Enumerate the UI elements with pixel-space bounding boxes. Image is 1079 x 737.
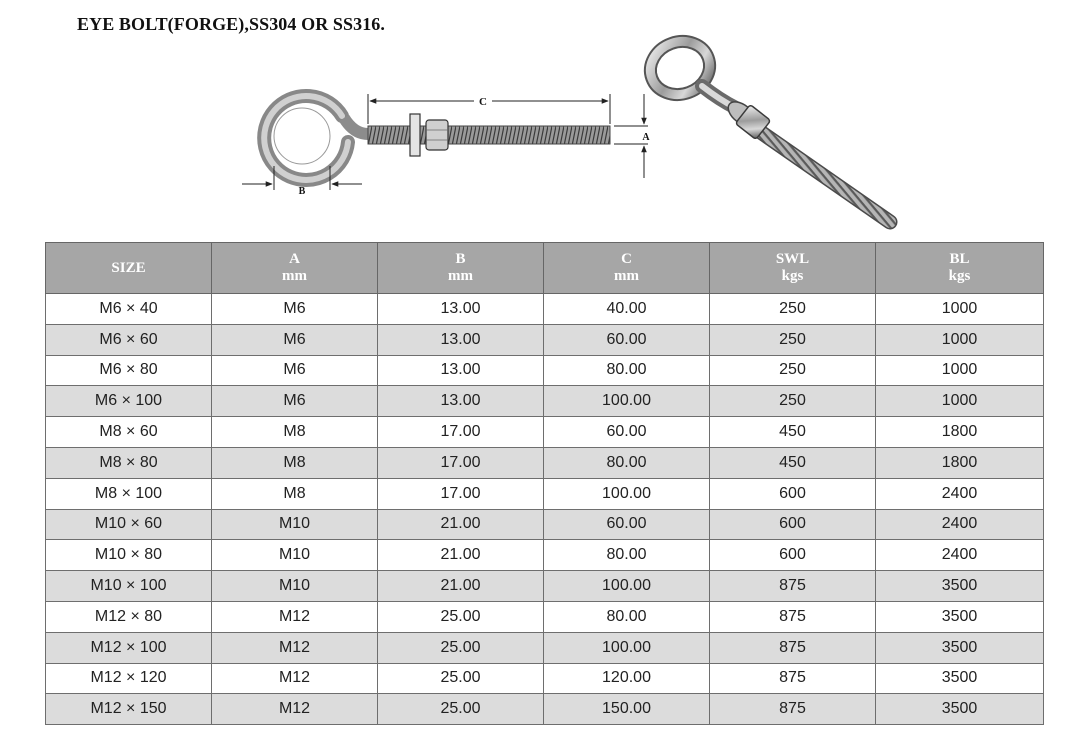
dimension-c-label: C xyxy=(479,96,487,108)
cell-size: M8 × 60 xyxy=(46,417,212,448)
cell-swl: 875 xyxy=(710,694,876,725)
cell-size: M12 × 100 xyxy=(46,632,212,663)
cell-b: 13.00 xyxy=(378,294,544,325)
column-header-swl xyxy=(710,243,876,294)
cell-b: 17.00 xyxy=(378,478,544,509)
column-header-unit: mm xyxy=(614,268,639,284)
cell-swl: 250 xyxy=(710,355,876,386)
column-header-a xyxy=(212,243,378,294)
cell-bl: 1000 xyxy=(876,324,1044,355)
cell-a: M8 xyxy=(212,417,378,448)
table-row xyxy=(46,663,1044,694)
cell-size: M6 × 100 xyxy=(46,386,212,417)
cell-swl: 875 xyxy=(710,571,876,602)
cell-size: M6 × 40 xyxy=(46,294,212,325)
cell-c: 60.00 xyxy=(544,509,710,540)
cell-bl: 2400 xyxy=(876,540,1044,571)
cell-swl: 600 xyxy=(710,509,876,540)
cell-size: M10 × 80 xyxy=(46,540,212,571)
column-header-unit: mm xyxy=(282,268,307,284)
cell-size: M10 × 100 xyxy=(46,571,212,602)
cell-c: 100.00 xyxy=(544,571,710,602)
cell-swl: 250 xyxy=(710,294,876,325)
cell-bl: 3500 xyxy=(876,663,1044,694)
cell-a: M6 xyxy=(212,355,378,386)
column-header-b xyxy=(378,243,544,294)
cell-bl: 2400 xyxy=(876,509,1044,540)
page-title: EYE BOLT(FORGE),SS304 OR SS316. xyxy=(77,14,386,34)
cell-size: M10 × 60 xyxy=(46,509,212,540)
column-header-label: SIZE xyxy=(111,259,146,276)
cell-c: 100.00 xyxy=(544,632,710,663)
cell-a: M10 xyxy=(212,509,378,540)
table-row xyxy=(46,632,1044,663)
cell-a: M12 xyxy=(212,694,378,725)
cell-c: 80.00 xyxy=(544,447,710,478)
table-row xyxy=(46,540,1044,571)
cell-swl: 600 xyxy=(710,540,876,571)
cell-size: M12 × 150 xyxy=(46,694,212,725)
cell-b: 21.00 xyxy=(378,571,544,602)
table-row xyxy=(46,571,1044,602)
cell-b: 13.00 xyxy=(378,386,544,417)
cell-a: M10 xyxy=(212,540,378,571)
cell-bl: 3500 xyxy=(876,694,1044,725)
cell-a: M10 xyxy=(212,571,378,602)
table-row xyxy=(46,386,1044,417)
cell-swl: 250 xyxy=(710,324,876,355)
cell-a: M8 xyxy=(212,447,378,478)
cell-c: 150.00 xyxy=(544,694,710,725)
column-header-unit: kgs xyxy=(948,268,971,284)
dimension-b-label: B xyxy=(298,186,306,197)
cell-bl: 3500 xyxy=(876,601,1044,632)
cell-b: 13.00 xyxy=(378,355,544,386)
cell-bl: 1000 xyxy=(876,386,1044,417)
cell-size: M6 × 60 xyxy=(46,324,212,355)
cell-a: M6 xyxy=(212,294,378,325)
cell-a: M12 xyxy=(212,632,378,663)
cell-c: 80.00 xyxy=(544,601,710,632)
column-header-label: SWL xyxy=(775,251,810,267)
cell-size: M8 × 80 xyxy=(46,447,212,478)
column-header-bl xyxy=(876,243,1044,294)
cell-bl: 1800 xyxy=(876,447,1044,478)
column-header-size xyxy=(46,243,212,294)
cell-bl: 1000 xyxy=(876,355,1044,386)
cell-b: 25.00 xyxy=(378,632,544,663)
cell-swl: 450 xyxy=(710,417,876,448)
column-header-unit: kgs xyxy=(781,268,804,284)
cell-c: 120.00 xyxy=(544,663,710,694)
cell-b: 21.00 xyxy=(378,509,544,540)
cell-c: 40.00 xyxy=(544,294,710,325)
table-header-row xyxy=(46,243,1044,294)
column-header-label: BL xyxy=(949,251,970,267)
table-body xyxy=(46,294,1044,725)
cell-bl: 3500 xyxy=(876,571,1044,602)
cell-size: M8 × 100 xyxy=(46,478,212,509)
eye-bolt-dimension-drawing xyxy=(236,86,656,201)
cell-b: 13.00 xyxy=(378,324,544,355)
table-row xyxy=(46,509,1044,540)
cell-b: 25.00 xyxy=(378,694,544,725)
cell-bl: 2400 xyxy=(876,478,1044,509)
table-row xyxy=(46,447,1044,478)
cell-swl: 875 xyxy=(710,663,876,694)
cell-a: M6 xyxy=(212,386,378,417)
cell-bl: 1000 xyxy=(876,294,1044,325)
dimension-a-label: A xyxy=(642,132,650,143)
column-header-unit: mm xyxy=(448,268,473,284)
cell-b: 25.00 xyxy=(378,601,544,632)
cell-c: 80.00 xyxy=(544,355,710,386)
cell-swl: 600 xyxy=(710,478,876,509)
cell-a: M12 xyxy=(212,663,378,694)
table-row xyxy=(46,478,1044,509)
table-row xyxy=(46,324,1044,355)
cell-bl: 3500 xyxy=(876,632,1044,663)
cell-swl: 450 xyxy=(710,447,876,478)
cell-c: 60.00 xyxy=(544,417,710,448)
cell-c: 60.00 xyxy=(544,324,710,355)
table-row xyxy=(46,694,1044,725)
column-header-label: A xyxy=(289,251,300,267)
cell-b: 17.00 xyxy=(378,417,544,448)
cell-swl: 250 xyxy=(710,386,876,417)
cell-c: 100.00 xyxy=(544,478,710,509)
cell-b: 25.00 xyxy=(378,663,544,694)
cell-size: M6 × 80 xyxy=(46,355,212,386)
column-header-label: B xyxy=(455,251,466,267)
cell-b: 21.00 xyxy=(378,540,544,571)
cell-b: 17.00 xyxy=(378,447,544,478)
table-row xyxy=(46,601,1044,632)
column-header-c xyxy=(544,243,710,294)
cell-bl: 1800 xyxy=(876,417,1044,448)
cell-size: M12 × 80 xyxy=(46,601,212,632)
cell-c: 100.00 xyxy=(544,386,710,417)
column-header-label: C xyxy=(621,251,632,267)
table-row xyxy=(46,417,1044,448)
specification-table xyxy=(45,242,1044,725)
cell-c: 80.00 xyxy=(544,540,710,571)
cell-size: M12 × 120 xyxy=(46,663,212,694)
cell-a: M6 xyxy=(212,324,378,355)
table-row xyxy=(46,355,1044,386)
cell-swl: 875 xyxy=(710,632,876,663)
cell-swl: 875 xyxy=(710,601,876,632)
cell-a: M12 xyxy=(212,601,378,632)
table-row xyxy=(46,294,1044,325)
eye-bolt-product-photo xyxy=(640,30,905,235)
cell-a: M8 xyxy=(212,478,378,509)
